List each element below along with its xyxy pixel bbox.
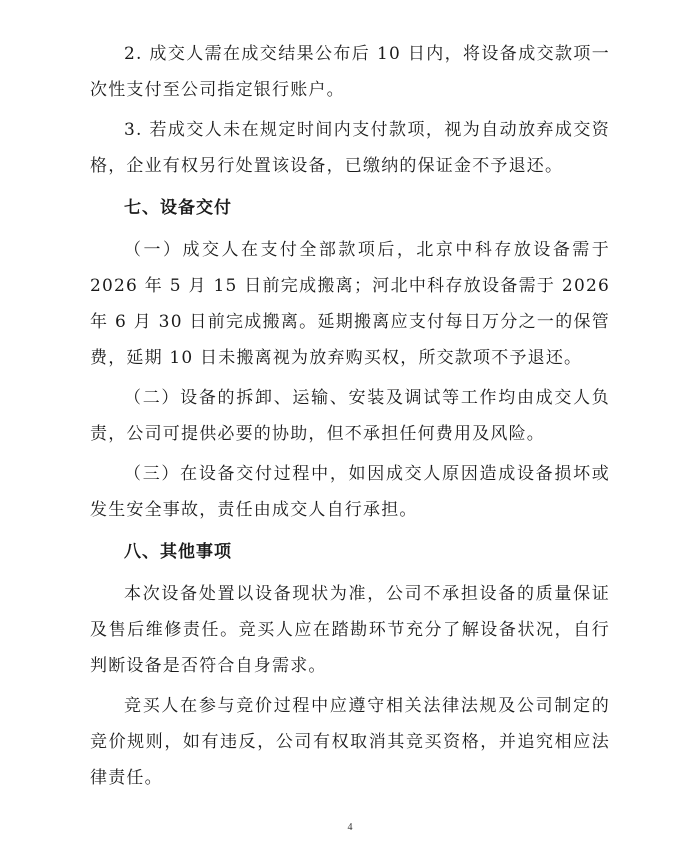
paragraph-payment-deadline: 2. 成交人需在成交结果公布后 10 日内，将设备成交款项一次性支付至公司指定银行账户。 <box>90 44 610 100</box>
paragraph-bidding-rules: 竞买人在参与竞价过程中应遵守相关法律法规及公司制定的竞价规则，如有违反，公司有权取消其竞买资格，并追究相应法律责任。 <box>90 696 610 788</box>
page-number: 4 <box>347 822 353 833</box>
paragraph-delivery-removal: （一）成交人在支付全部款项后，北京中科存放设备需于 2026 年 5 月 15 日前完成搬离；河北中科存放设备需于 2026 年 6 月 30 日前完成搬离。延期搬离应支付每日万分之一的保管费，延期 10 日未搬离视为放弃购买权，所交款项不予退还。 <box>90 240 610 368</box>
paragraph-as-is-condition: 本次设备处置以设备现状为准，公司不承担设备的质量保证及售后维修责任。竞买人应在踏勘环节充分了解设备状况，自行判断设备是否符合自身需求。 <box>90 584 610 676</box>
document-page <box>90 36 610 800</box>
paragraph-payment-default: 3. 若成交人未在规定时间内支付款项，视为自动放弃成交资格，企业有权另行处置该设备，已缴纳的保证金不予退还。 <box>90 120 610 176</box>
paragraph-delivery-installation: （二）设备的拆卸、运输、安装及调试等工作均由成交人负责，公司可提供必要的协助，但不承担任何费用及风险。 <box>90 388 610 444</box>
paragraph-delivery-liability: （三）在设备交付过程中，如因成交人原因造成设备损坏或发生安全事故，责任由成交人自行承担。 <box>90 464 610 520</box>
section-heading-equipment-delivery: 七、设备交付 <box>124 198 232 218</box>
section-heading-other-matters: 八、其他事项 <box>124 542 232 562</box>
